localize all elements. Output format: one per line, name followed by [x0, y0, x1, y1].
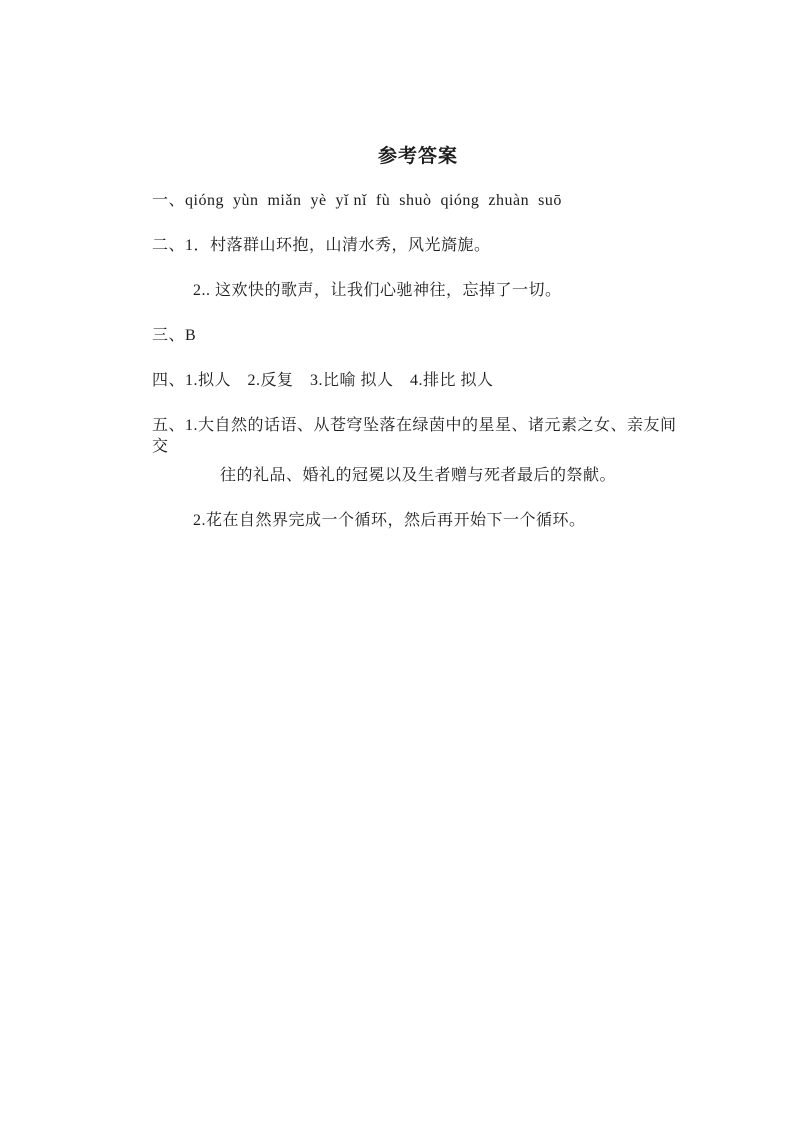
answer-line: 一、qióng yùn miǎn yè yǐ nǐ fù shuò qióng zhuàn suō [152, 192, 562, 209]
answer-lines [152, 190, 682, 531]
answer-line: 2.. 这欢快的歌声，让我们心驰神往，忘掉了一切。 [193, 282, 562, 299]
page-title: 参考答案 [377, 146, 458, 167]
answer-line: 二、1．村落群山环抱，山清水秀，风光旖旎。 [152, 237, 491, 254]
answer-line: 2.花在自然界完成一个循环，然后再开始下一个循环。 [193, 512, 586, 529]
answer-line: 往的礼品、婚礼的冠冕以及生者赠与死者最后的祭献。 [220, 467, 617, 484]
answer-line: 三、B [152, 327, 197, 344]
answer-line: 四、1.拟人 2.反复 3.比喻 拟人 4.排比 拟人 [152, 372, 494, 389]
answer-line: 五、1.大自然的话语、从苍穹坠落在绿茵中的星星、诸元素之女、亲友间交 [152, 417, 677, 455]
